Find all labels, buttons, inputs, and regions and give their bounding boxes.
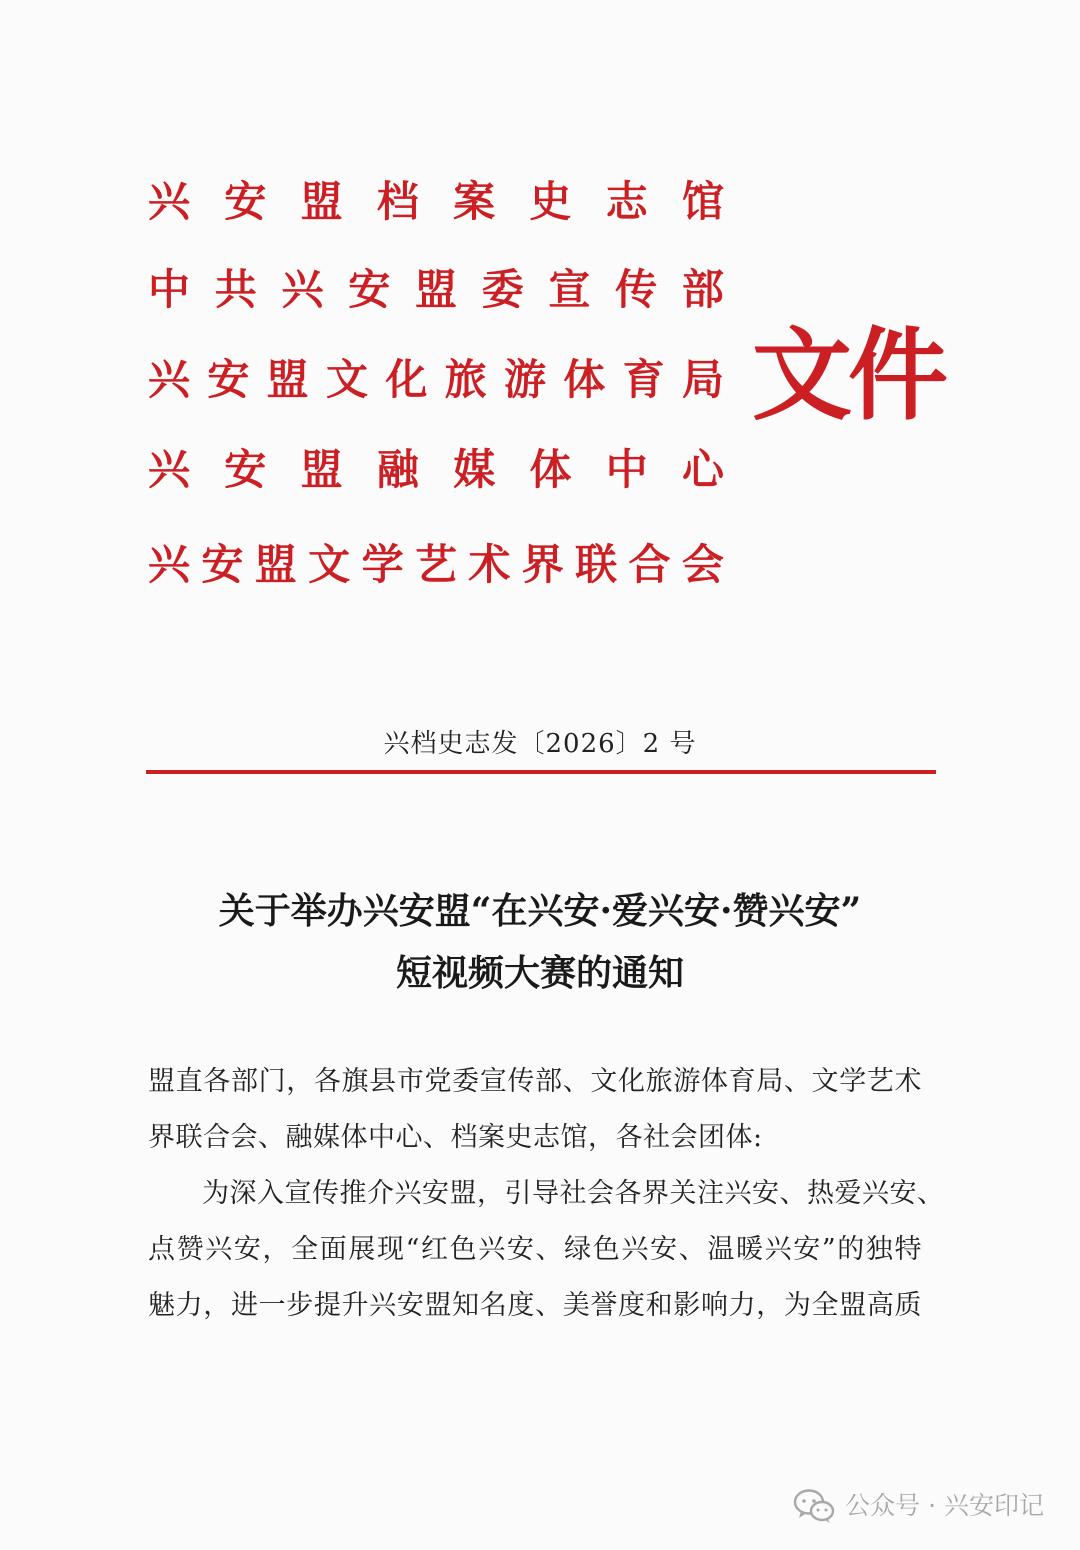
issuer-char: 术 <box>468 540 511 589</box>
notice-title-line-2: 短视频大赛的通知 <box>395 952 684 994</box>
issuer-char: 馆 <box>681 177 724 226</box>
issuer-char: 盟 <box>254 540 297 589</box>
issuer-char: 中 <box>605 445 648 494</box>
issuer-char: 融 <box>376 445 419 494</box>
issuer-char: 兴 <box>148 445 191 494</box>
issuer-char: 育 <box>622 355 665 404</box>
issuer-char: 游 <box>503 355 546 404</box>
issuer-char: 盟 <box>300 177 343 226</box>
issuer-char: 文 <box>325 355 368 404</box>
issuer-line-3 <box>148 350 724 410</box>
issuer-char: 联 <box>575 540 618 589</box>
issuer-char: 安 <box>201 540 244 589</box>
body-line-3: 为深入宣传推介兴安盟，引导社会各界关注兴安、热爱兴安、 <box>202 1178 945 1209</box>
issuer-char: 媒 <box>453 445 496 494</box>
watermark <box>793 1484 1044 1528</box>
body-line-1: 盟直各部门，各旗县市党委宣传部、文化旅游体育局、文学艺术 <box>148 1066 922 1097</box>
issuer-char: 案 <box>453 177 496 226</box>
issuer-char: 部 <box>681 265 724 314</box>
issuer-char: 兴 <box>148 540 191 589</box>
watermark-text: 公众号 · 兴安印记 <box>845 1491 1044 1520</box>
document-type-label: 文件 <box>752 316 944 434</box>
issuer-char: 委 <box>481 265 524 314</box>
issuer-char: 史 <box>529 177 572 226</box>
issuer-char: 安 <box>207 355 250 404</box>
body-line-5: 魅力，进一步提升兴安盟知名度、美誉度和影响力，为全盟高质 <box>148 1290 922 1321</box>
issuer-char: 盟 <box>266 355 309 404</box>
issuer-char: 文 <box>308 540 351 589</box>
issuer-char: 化 <box>385 355 428 404</box>
body-line-4: 点赞兴安，全面展现“红色兴安、绿色兴安、温暖兴安”的独特 <box>148 1234 922 1265</box>
issuer-char: 宣 <box>548 265 591 314</box>
issuer-char: 志 <box>605 177 648 226</box>
issuer-char: 传 <box>615 265 658 314</box>
issuer-line-2 <box>148 260 724 320</box>
issuer-char: 安 <box>224 177 267 226</box>
issuer-char: 兴 <box>281 265 324 314</box>
issuer-char: 体 <box>563 355 606 404</box>
issuer-char: 学 <box>361 540 404 589</box>
issuer-char: 兴 <box>148 177 191 226</box>
issuer-char: 合 <box>628 540 671 589</box>
issuer-char: 界 <box>521 540 564 589</box>
issuer-char: 盟 <box>414 265 457 314</box>
issuer-char: 旅 <box>444 355 487 404</box>
issuer-char: 中 <box>148 265 191 314</box>
document-number: 兴档史志发〔2026〕2 号 <box>383 729 697 759</box>
red-divider <box>146 770 936 774</box>
issuer-char: 盟 <box>300 445 343 494</box>
issuer-line-4 <box>148 440 724 500</box>
issuer-char: 局 <box>681 355 724 404</box>
body-line-2: 界联合会、融媒体中心、档案史志馆，各社会团体: <box>148 1122 763 1153</box>
wechat-official-account-icon <box>793 1488 835 1524</box>
issuer-char: 档 <box>376 177 419 226</box>
issuer-char: 心 <box>681 445 724 494</box>
issuer-char: 会 <box>681 540 724 589</box>
issuer-char: 艺 <box>414 540 457 589</box>
issuer-char: 体 <box>529 445 572 494</box>
issuer-char: 兴 <box>148 355 191 404</box>
issuer-line-5 <box>148 535 724 595</box>
issuer-char: 安 <box>348 265 391 314</box>
issuer-char: 安 <box>224 445 267 494</box>
notice-title-line-1: 关于举办兴安盟“在兴安·爱兴安·赞兴安” <box>218 890 862 932</box>
issuer-char: 共 <box>214 265 257 314</box>
issuer-line-1 <box>148 172 724 232</box>
